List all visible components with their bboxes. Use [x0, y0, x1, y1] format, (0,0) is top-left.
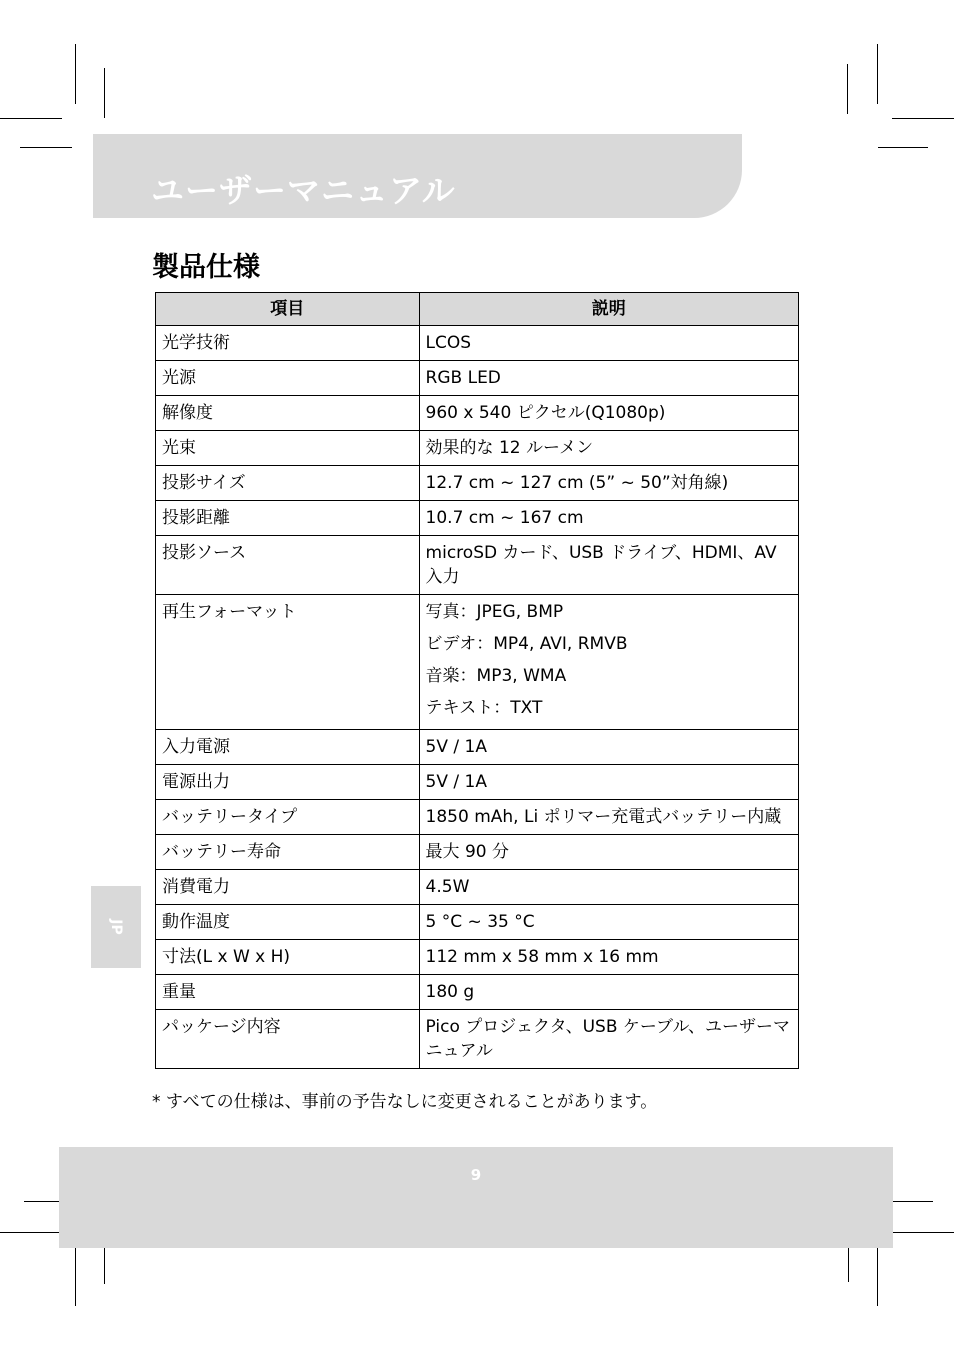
table-row: [156, 800, 799, 835]
crop-mark: [877, 1246, 878, 1306]
crop-mark: [877, 44, 878, 104]
row-item: 解像度: [156, 396, 420, 431]
crop-mark: [847, 64, 848, 114]
table-row: [156, 975, 799, 1010]
row-value: 1850 mAh, Li ポリマー充電式バッテリー内蔵: [419, 800, 798, 835]
table-row: [156, 466, 799, 501]
crop-mark: [878, 147, 928, 148]
spec-table: [155, 292, 799, 1069]
row-item: 再生フォーマット: [156, 595, 420, 730]
table-row: [156, 431, 799, 466]
row-value: microSD カード、USB ドライブ、HDMI、AV 入力: [419, 536, 798, 595]
table-row: [156, 835, 799, 870]
table-row: [156, 595, 799, 730]
row-item: 投影ソース: [156, 536, 420, 595]
row-value: RGB LED: [419, 361, 798, 396]
row-value: 効果的な 12 ルーメン: [419, 431, 798, 466]
table-row: [156, 870, 799, 905]
row-item: 電源出力: [156, 765, 420, 800]
row-item: 投影サイズ: [156, 466, 420, 501]
row-value: 最大 90 分: [419, 835, 798, 870]
row-value: Pico プロジェクタ、USB ケーブル、ユーザーマニュアル: [419, 1010, 798, 1069]
footer-band: [59, 1147, 893, 1248]
row-item: 投影距離: [156, 501, 420, 536]
row-item: 入力電源: [156, 730, 420, 765]
language-tab-label: JP: [108, 919, 124, 935]
table-row: [156, 1010, 799, 1069]
row-value: 10.7 cm ~ 167 cm: [419, 501, 798, 536]
row-item: 光源: [156, 361, 420, 396]
crop-mark: [892, 1232, 954, 1233]
table-row: [156, 326, 799, 361]
format-text: テキスト：TXT: [425, 698, 543, 718]
crop-mark: [75, 44, 76, 104]
language-tab: [91, 886, 141, 968]
crop-mark: [0, 1232, 62, 1233]
table-row: [156, 536, 799, 595]
row-item: 消費電力: [156, 870, 420, 905]
row-item: 重量: [156, 975, 420, 1010]
table-row: [156, 396, 799, 431]
table-row: [156, 905, 799, 940]
row-value: 960 x 540 ピクセル(Q1080p): [419, 396, 798, 431]
row-value: LCOS: [419, 326, 798, 361]
row-value: 5 °C ~ 35 °C: [419, 905, 798, 940]
row-item: 光学技術: [156, 326, 420, 361]
table-row: [156, 730, 799, 765]
section-title: 製品仕様: [152, 252, 260, 283]
row-value: 180 g: [419, 975, 798, 1010]
row-item: バッテリー寿命: [156, 835, 420, 870]
manual-title: ユーザーマニュアル: [151, 171, 456, 210]
row-value: 5V / 1A: [419, 765, 798, 800]
crop-mark: [75, 1246, 76, 1306]
column-header-description: 説明: [419, 293, 798, 326]
format-video: ビデオ：MP4, AVI, RMVB: [425, 634, 628, 654]
crop-mark: [0, 118, 62, 119]
row-value: 112 mm x 58 mm x 16 mm: [419, 940, 798, 975]
crop-mark: [104, 68, 105, 118]
header-band: [93, 134, 742, 218]
format-photo: 写真：JPEG, BMP: [425, 602, 564, 622]
table-row: [156, 940, 799, 975]
row-item: パッケージ内容: [156, 1010, 420, 1069]
footnote: * すべての仕様は、事前の予告なしに変更されることがあります。: [152, 1092, 658, 1112]
row-value-formats: [419, 595, 798, 730]
table-row: [156, 361, 799, 396]
format-music: 音楽：MP3, WMA: [425, 666, 567, 686]
row-item: 動作温度: [156, 905, 420, 940]
page-number: 9: [470, 1166, 482, 1184]
table-row: [156, 501, 799, 536]
table-header-row: [156, 293, 799, 326]
row-item: 寸法(L x W x H): [156, 940, 420, 975]
row-value: 12.7 cm ~ 127 cm (5” ~ 50”対角線): [419, 466, 798, 501]
row-value: 4.5W: [419, 870, 798, 905]
row-item: バッテリータイプ: [156, 800, 420, 835]
crop-mark: [892, 118, 954, 119]
row-value: 5V / 1A: [419, 730, 798, 765]
column-header-item: 項目: [156, 293, 420, 326]
crop-mark: [20, 147, 72, 148]
row-item: 光束: [156, 431, 420, 466]
table-row: [156, 765, 799, 800]
